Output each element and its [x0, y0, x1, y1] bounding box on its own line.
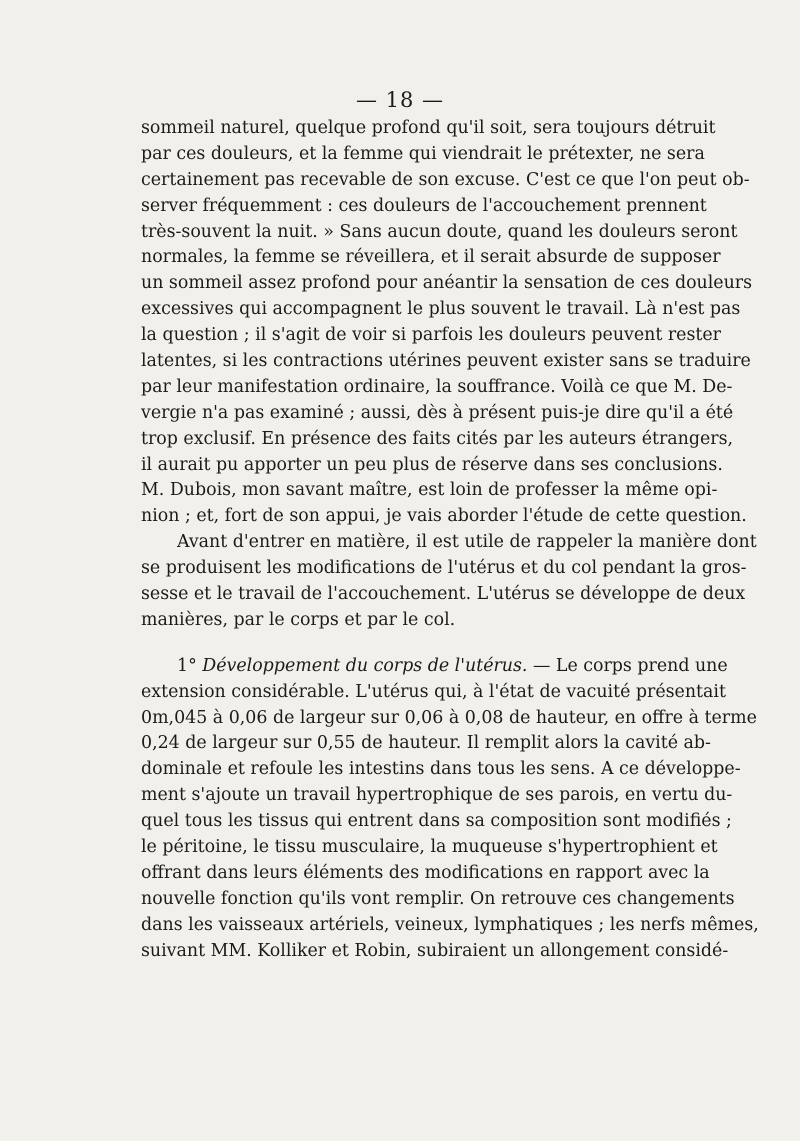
- text-line: offrant dans leurs éléments des modifications en rapport avec la: [141, 862, 710, 883]
- paragraph: [141, 116, 753, 530]
- text-line: par leur manifestation ordinaire, la souffrance. Voilà ce que M. De-: [141, 376, 733, 397]
- section-title: Développement du corps de l'utérus.: [202, 655, 528, 676]
- text-line: la question ; il s'agit de voir si parfois les douleurs peuvent rester: [141, 325, 721, 346]
- page-number: — 18 —: [355, 88, 445, 112]
- section-heading-line: [141, 654, 728, 680]
- text-line: dans les vaisseaux artériels, veineux, lymphatiques ; les nerfs mêmes,: [141, 914, 759, 935]
- text-line: sesse et le travail de l'accouchement. L'utérus se développe de deux: [141, 584, 746, 605]
- text-line: dominale et refoule les intestins dans tous les sens. A ce développe-: [141, 759, 741, 780]
- body-text: [141, 116, 759, 965]
- text-line: 0,24 de largeur sur 0,55 de hauteur. Il remplit alors la cavité ab-: [141, 733, 711, 754]
- text-line: excessives qui accompagnent le plus souvent le travail. Là n'est pas: [141, 299, 741, 320]
- paragraph-spacer: [141, 634, 661, 654]
- text-line: un sommeil assez profond pour anéantir la sensation de ces douleurs: [141, 273, 753, 294]
- text-line: M. Dubois, mon savant maître, est loin de professer la même opi-: [141, 480, 718, 501]
- text-line: certainement pas recevable de son excuse. C'est ce que l'on peut ob-: [141, 169, 750, 190]
- text-line: nouvelle fonction qu'ils vont remplir. On retrouve ces changements: [141, 888, 735, 909]
- text-line: nion ; et, fort de son appui, je vais aborder l'étude de cette question.: [141, 506, 747, 527]
- text-line: très-souvent la nuit. » Sans aucun doute, quand les douleurs seront: [141, 221, 738, 242]
- text-line: extension considérable. L'utérus qui, à l'état de vacuité présentait: [141, 681, 726, 702]
- text-line: ment s'ajoute un travail hypertrophique de ses parois, en vertu du-: [141, 785, 733, 806]
- text-line: suivant MM. Kolliker et Robin, subiraient un allongement considé-: [141, 940, 729, 961]
- text-line: le péritoine, le tissu musculaire, la muqueuse s'hypertrophient et: [141, 837, 718, 858]
- text-line: Avant d'entrer en matière, il est utile de rappeler la manière dont: [177, 532, 757, 553]
- text-line: manières, par le corps et par le col.: [141, 609, 456, 630]
- paragraph: [141, 654, 759, 965]
- text-line: trop exclusif. En présence des faits cités par les auteurs étrangers,: [141, 428, 734, 449]
- text-line: normales, la femme se réveillera, et il serait absurde de supposer: [141, 247, 721, 268]
- text-line: vergie n'a pas examiné ; aussi, dès à présent puis-je dire qu'il a été: [141, 402, 734, 423]
- section-number: 1°: [177, 655, 197, 676]
- text-line: 0m,045 à 0,06 de largeur sur 0,06 à 0,08 de hauteur, en offre à terme: [141, 707, 757, 728]
- text-line: quel tous les tissus qui entrent dans sa composition sont modifiés ;: [141, 811, 732, 832]
- text-line: latentes, si les contractions utérines peuvent exister sans se traduire: [141, 351, 751, 372]
- text-line: il aurait pu apporter un peu plus de réserve dans ses conclusions.: [141, 454, 723, 475]
- text-line: server fréquemment : ces douleurs de l'accouchement prennent: [141, 195, 707, 216]
- section-lead-text: — Le corps prend une: [532, 655, 728, 676]
- text-line: se produisent les modifications de l'utérus et du col pendant la gros-: [141, 558, 747, 579]
- paragraph: [141, 530, 757, 634]
- text-line: par ces douleurs, et la femme qui viendrait le prétexter, ne sera: [141, 143, 705, 164]
- text-line: sommeil naturel, quelque profond qu'il soit, sera toujours détruit: [141, 118, 716, 138]
